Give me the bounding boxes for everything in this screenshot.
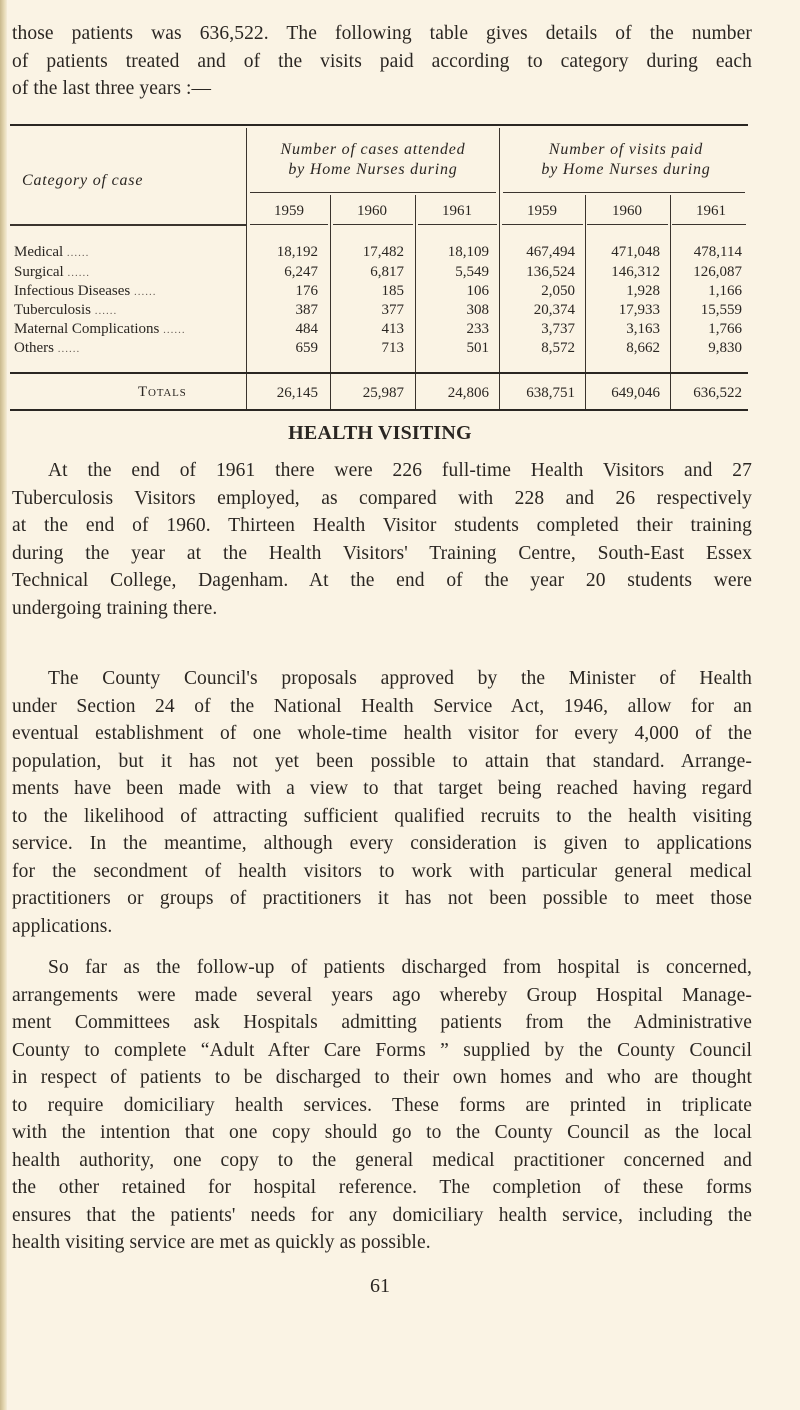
header-rule bbox=[250, 192, 496, 193]
body-paragraph bbox=[12, 457, 752, 622]
text-line: during the year at the Health Visitors' Training Centre, South-East Essex bbox=[12, 542, 752, 564]
text-line: health authority, one copy to the general medical practitioner concerned and bbox=[12, 1149, 752, 1171]
year-header: 1959 bbox=[527, 203, 557, 219]
text-line: arrangements were made several years ago whereby Group Hospital Manage- bbox=[12, 984, 752, 1006]
text-line: to require domiciliary health services. These forms are printed in triplicate bbox=[12, 1094, 752, 1116]
table-cell: 467,494 bbox=[526, 244, 575, 260]
text-line: those patients was 636,522. The following table gives details of the number bbox=[12, 23, 752, 44]
text-line: at the end of 1960. Thirteen Health Visitor students completed their training bbox=[12, 515, 752, 536]
text-line: ment Committees ask Hospitals admitting patients from the Administrative bbox=[12, 1012, 752, 1033]
table-cell: 377 bbox=[381, 302, 404, 318]
table-cell: 106 bbox=[466, 283, 489, 299]
row-category bbox=[14, 301, 117, 319]
table-cell: 9,830 bbox=[708, 340, 742, 356]
category-label: Medical bbox=[14, 244, 64, 260]
text-line: under Section 24 of the National Health Service Act, 1946, allow for an bbox=[12, 695, 752, 717]
table-cell: 17,933 bbox=[618, 302, 660, 318]
table-cell: 136,524 bbox=[526, 264, 575, 280]
year-rule bbox=[418, 224, 497, 225]
body-paragraph bbox=[12, 665, 752, 940]
leader-dots: ...... bbox=[163, 324, 186, 336]
column-divider bbox=[585, 195, 586, 410]
text-line: with the intention that one copy should go to the County Council as the local bbox=[12, 1122, 752, 1143]
year-header: 1959 bbox=[274, 203, 304, 219]
header-rule bbox=[503, 192, 745, 193]
text-line: service. In the meantime, although every consideration is given to applications bbox=[12, 833, 752, 854]
totals-top-rule bbox=[10, 372, 748, 374]
header-line: by Home Nurses during bbox=[541, 161, 711, 178]
row-category bbox=[14, 339, 80, 357]
year-header: 1960 bbox=[357, 203, 387, 219]
header-line: Number of cases attended bbox=[280, 141, 466, 158]
column-divider bbox=[499, 128, 500, 410]
text-line: in respect of patients to be discharged to their own homes and who are thought bbox=[12, 1067, 752, 1088]
category-label: Surgical bbox=[14, 264, 64, 280]
text-line: Technical College, Dagenham. At the end of the year 20 students were bbox=[12, 570, 752, 591]
year-rule bbox=[672, 224, 746, 225]
text-line: practitioners or groups of practitioners it has not been possible to meet those bbox=[12, 888, 752, 909]
text-line: undergoing training there. bbox=[12, 597, 218, 619]
total-cell: 636,522 bbox=[693, 385, 742, 401]
text-line: to the likelihood of attracting sufficient qualified recruits to the health visiting bbox=[12, 805, 752, 827]
total-cell: 24,806 bbox=[447, 385, 489, 401]
text-line: population, but it has not yet been possible to attain that standard. Arrange- bbox=[12, 750, 752, 772]
text-line: of the last three years :— bbox=[12, 78, 212, 99]
year-rule bbox=[250, 224, 328, 225]
category-label: Others bbox=[14, 340, 54, 356]
text-line: for the secondment of health visitors to work with particular general medical bbox=[12, 860, 752, 882]
total-cell: 638,751 bbox=[526, 385, 575, 401]
table-cell: 18,109 bbox=[447, 244, 489, 260]
table-cell: 713 bbox=[381, 340, 404, 356]
text-line: applications. bbox=[12, 915, 113, 937]
text-line: The County Council's proposals approved by the Minister of Health bbox=[48, 668, 752, 689]
row-category bbox=[14, 243, 89, 261]
table-cell: 1,928 bbox=[626, 283, 660, 299]
column-divider bbox=[246, 128, 247, 410]
category-label: Maternal Complications bbox=[14, 321, 160, 337]
row-category bbox=[14, 282, 156, 300]
leader-dots: ...... bbox=[66, 247, 90, 259]
table-cell: 20,374 bbox=[533, 302, 575, 318]
table-cell: 308 bbox=[466, 302, 489, 318]
category-column-header: Category of case bbox=[22, 172, 144, 189]
text-line: So far as the follow-up of patients discharged from hospital is concerned, bbox=[48, 957, 752, 978]
text-line: of patients treated and of the visits paid according to category during each bbox=[12, 50, 752, 72]
table-cell: 6,247 bbox=[284, 264, 318, 280]
cases-group-header bbox=[250, 140, 496, 180]
text-line: ments have been made with a view to that target being reached having regard bbox=[12, 778, 752, 799]
table-cell: 2,050 bbox=[541, 283, 575, 299]
text-line: County to complete “Adult After Care Forms ” supplied by the County Council bbox=[12, 1039, 752, 1061]
section-heading: HEALTH VISITING bbox=[288, 422, 472, 444]
leader-dots: ...... bbox=[94, 305, 118, 317]
table-bottom-rule bbox=[10, 409, 748, 411]
text-line: Tuberculosis Visitors employed, as compared with 228 and 26 respectively bbox=[12, 487, 752, 509]
table-top-rule bbox=[10, 124, 748, 126]
leader-dots: ...... bbox=[133, 286, 157, 298]
table-cell: 3,163 bbox=[626, 321, 660, 337]
column-divider bbox=[415, 195, 416, 410]
table-cell: 478,114 bbox=[693, 244, 742, 260]
table-cell: 8,662 bbox=[626, 340, 660, 356]
table-cell: 233 bbox=[466, 321, 489, 337]
year-rule bbox=[502, 224, 583, 225]
text-line: ensures that the patients' needs for any domiciliary health service, including the bbox=[12, 1204, 752, 1226]
table-cell: 1,766 bbox=[708, 321, 742, 337]
leader-dots: ...... bbox=[67, 267, 90, 279]
text-line: the other retained for hospital reference. The completion of these forms bbox=[12, 1177, 752, 1198]
column-divider bbox=[330, 195, 331, 410]
table-cell: 1,166 bbox=[708, 283, 742, 299]
table-cell: 413 bbox=[381, 321, 404, 337]
category-label: Tuberculosis bbox=[14, 302, 91, 318]
table-cell: 126,087 bbox=[693, 264, 742, 280]
table-cell: 471,048 bbox=[611, 244, 660, 260]
header-bottom-rule bbox=[10, 224, 246, 226]
year-header: 1960 bbox=[612, 203, 642, 219]
table-cell: 501 bbox=[466, 340, 489, 356]
table-cell: 176 bbox=[295, 283, 318, 299]
header-line: by Home Nurses during bbox=[288, 161, 458, 178]
table-cell: 185 bbox=[381, 283, 404, 299]
text-line: eventual establishment of one whole-time health visitor for every 4,000 of the bbox=[12, 723, 752, 744]
year-header: 1961 bbox=[442, 203, 472, 219]
table-cell: 6,817 bbox=[370, 264, 404, 280]
table-cell: 8,572 bbox=[541, 340, 575, 356]
text-line: At the end of 1961 there were 226 full-time Health Visitors and 27 bbox=[48, 460, 752, 481]
page-number: 61 bbox=[370, 1275, 390, 1297]
total-cell: 649,046 bbox=[611, 385, 660, 401]
table-cell: 5,549 bbox=[455, 264, 489, 280]
table-cell: 387 bbox=[295, 302, 318, 318]
table-cell: 3,737 bbox=[541, 321, 575, 337]
table-cell: 15,559 bbox=[700, 302, 742, 318]
total-cell: 26,145 bbox=[276, 385, 318, 401]
year-header: 1961 bbox=[696, 203, 726, 219]
table-cell: 17,482 bbox=[362, 244, 404, 260]
row-category bbox=[14, 263, 90, 281]
body-paragraph bbox=[12, 954, 752, 1257]
table-cell: 659 bbox=[295, 340, 318, 356]
book-binding-edge bbox=[0, 0, 7, 1410]
totals-label: Totals bbox=[138, 384, 187, 400]
leader-dots: ...... bbox=[57, 343, 81, 355]
year-rule bbox=[333, 224, 413, 225]
intro-paragraph bbox=[12, 20, 752, 103]
table-cell: 146,312 bbox=[611, 264, 660, 280]
category-label: Infectious Diseases bbox=[14, 283, 131, 299]
header-line: Number of visits paid bbox=[548, 141, 704, 158]
year-rule bbox=[587, 224, 668, 225]
column-divider bbox=[670, 195, 671, 410]
visits-group-header bbox=[503, 140, 749, 180]
row-category bbox=[14, 320, 186, 338]
table-cell: 18,192 bbox=[276, 244, 318, 260]
text-line: health visiting service are met as quickly as possible. bbox=[12, 1232, 431, 1253]
total-cell: 25,987 bbox=[362, 385, 404, 401]
table-cell: 484 bbox=[295, 321, 318, 337]
